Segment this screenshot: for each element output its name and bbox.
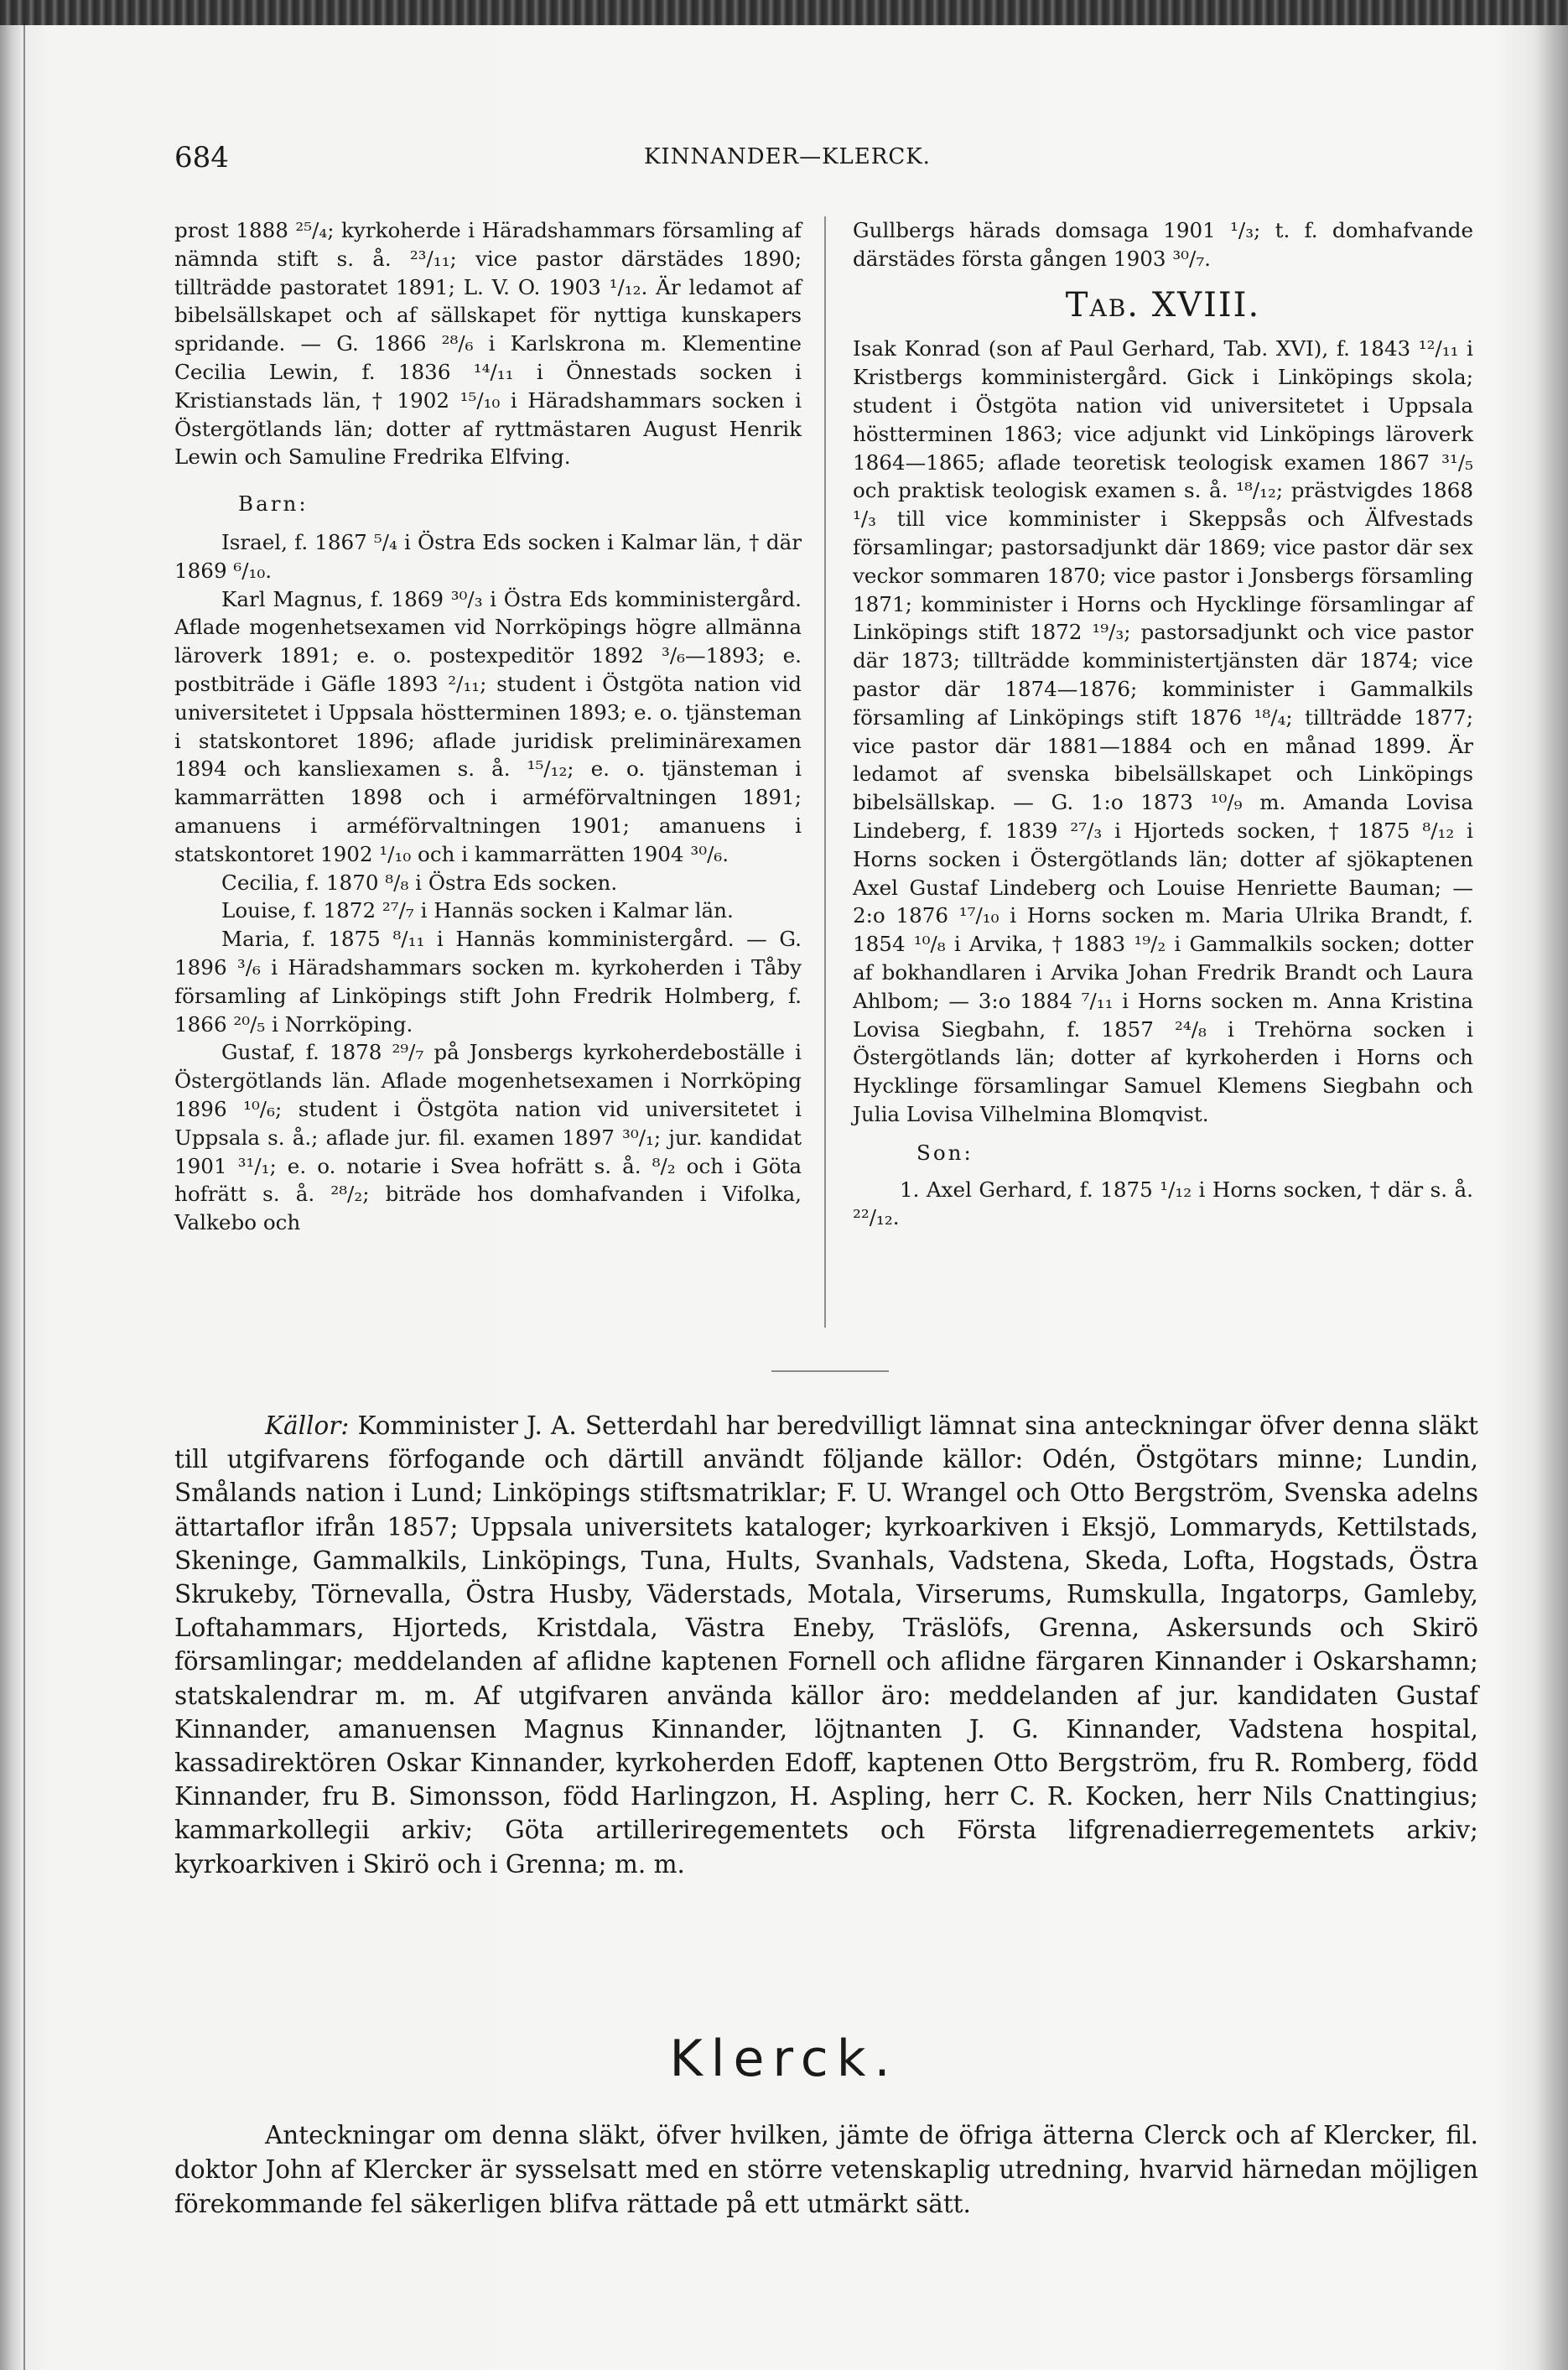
paragraph: Gullbergs härads domsaga 1901 ¹/₃; t. f. domhafvande därstädes första gången 1903 ³⁰/₇. [853, 218, 1473, 271]
column-divider [824, 216, 826, 1328]
klerck-intro [174, 2118, 1478, 2222]
barn-heading: Barn: [238, 491, 309, 517]
right-column [853, 216, 1473, 1232]
paragraph: Israel, f. 1867 ⁵/₄ i Östra Eds socken i Kalmar län, † där 1869 ⁶/₁₀. [174, 529, 802, 583]
paragraph: Gustaf, f. 1878 ²⁹/₇ på Jonsbergs kyrkoherdeboställe i Östergötlands län. Aflade mogenhetsexamen i Norrköping 1896 ¹⁰/₆; student i Östgöta nation vid universitetet i Uppsala s. å.; aflade jur. fil. examen 1897 ³⁰/₁; jur. kandidat 1901 ³¹/₁; e. o. notarie i Svea hofrätt s. å. ⁸/₂ och i Göta hofrätt s. å. ²⁸/₂; biträde hos domhafvanden i Vifolka, Valkebo och [174, 1040, 802, 1235]
binding-edge [23, 25, 25, 2370]
page-header [174, 141, 1478, 174]
sources-label: Källor: [265, 1411, 350, 1440]
page-number: 684 [174, 141, 229, 174]
table-heading: Tab. XVIII. [1065, 285, 1261, 325]
paragraph: Isak Konrad (son af Paul Gerhard, Tab. XVI), f. 1843 ¹²/₁₁ i Kristbergs komministergård. Gick i Linköpings skola; student i Östgöta nation vid universitetet i Uppsala höstterminen 1863; vice adjunkt vid Linköpings läroverk 1864—1865; aflade teoretisk teologisk examen 1867 ³¹/₅ och praktisk teologisk examen s. å. ¹⁸/₁₂; prästvigdes 1868 ¹/₃ till vice komminister i Skeppsås och Älfvestads församlingar; pastorsadjunkt där 1869; vice pastor där sex veckor sommaren 1870; vice pastor i Jonsbergs församling 1871; komminister i Horns och Hycklinge församlingar af Linköpings stift 1872 ¹⁹/₃; pastorsadjunkt och vice pastor där 1873; tillträdde komministertjänsten där 1874; vice pastor där 1874—1876; komminister i Gammalkils församling af Linköpings stift 1876 ¹⁸/₄; tillträdde 1877; vice pastor där 1881—1884 och en månad 1899. Är ledamot af svenska bibelsällskapet och Linköpings bibelsällskap. — G. 1:o 1873 ¹⁰/₉ m. Amanda Lovisa Lindeberg, f. 1839 ²⁷/₃ i Hjorteds socken, † 1875 ⁸/₁₂ i Horns socken i Östergötlands län; dotter af sjökaptenen Axel Gustaf Lindeberg och Louise Henriette Bauman; — 2:o 1876 ¹⁷/₁₀ i Horns socken m. Maria Ulrika Brandt, f. 1854 ¹⁰/₈ i Arvika, † 1883 ¹⁹/₂ i Gammalkils socken; dotter af bokhandlaren i Arvika Johan Fredrik Brandt och Laura Ahlbom; — 3:o 1884 ⁷/₁₁ i Horns socken m. Anna Kristina Lovisa Siegbahn, f. 1857 ²⁴/₈ i Trehörna socken i Östergötlands län; dotter af kyrkoherden i Horns och Hycklinge församlingar Samuel Klemens Siegbahn och Julia Lovisa Vilhelmina Blomqvist. [853, 336, 1473, 1126]
running-head: KINNANDER—KLERCK. [644, 144, 931, 169]
paragraph: prost 1888 ²⁵/₄; kyrkoherde i Häradshammars församling af nämnda stift s. å. ²³/₁₁; vice pastor därstädes 1890; tillträdde pastoratet 1891; L. V. O. 1903 ¹/₁₂. Är ledamot af bibelsällskapet och af sällskapet för nyttiga kunskapers spridande. — G. 1866 ²⁸/₆ i Karlskrona m. Klementine Cecilia Lewin, f. 1836 ¹⁴/₁₁ i Önnestads socken i Kristianstads län, † 1902 ¹⁵/₁₀ i Häradshammars socken i Östergötlands län; dotter af ryttmästaren August Henrik Lewin och Samuline Fredrika Elfving. [174, 218, 802, 470]
paragraph: Cecilia, f. 1870 ⁸/₈ i Östra Eds socken. [221, 870, 618, 895]
sources-paragraph [174, 1409, 1478, 1881]
paragraph: Louise, f. 1872 ²⁷/₇ i Hannäs socken i Kalmar län. [221, 898, 734, 923]
section-rule [771, 1370, 889, 1372]
sources-text: Komminister J. A. Setterdahl har beredvilligt lämnat sina anteckningar öfver denna släkt till utgifvarens förfogande och därtill användt följande källor: Odén, Östgötars minne; Lundin, Smålands nation i Lund; Linköpings stiftsmatriklar; F. U. Wrangel och Otto Bergström, Svenska adelns ättartaflor ifrån 1857; Uppsala universitets kataloger; kyrkoarkiven i Eksjö, Lommaryds, Kettilstads, Skeninge, Gammalkils, Linköpings, Tuna, Hults, Svanhals, Vadstena, Skeda, Lofta, Hogstads, Östra Skrukeby, Törnevalla, Östra Husby, Väderstads, Motala, Virserums, Rumskulla, Ingatorps, Gamleby, Loftahammars, Hjorteds, Kristdala, Västra Eneby, Träslöfs, Grenna, Askersunds och Skirö församlingar; meddelanden af aflidne kaptenen Fornell och aflidne färgaren Kinnander i Oskarshamn; statskalendrar m. m. Af utgifvaren använda källor äro: meddelanden af jur. kandidaten Gustaf Kinnander, amanuensen Magnus Kinnander, löjtnanten J. G. Kinnander, Vadstena hospital, kassadirektören Oskar Kinnander, kyrkoherden Edoff, kaptenen Otto Bergström, fru R. Romberg, född Kinnander, fru B. Simonsson, född Harlingzon, H. Aspling, herr C. R. Kocken, herr Nils Cnattingius; kammarkollegii arkiv; Göta artilleriregementets och Första lifgrenadierregementets arkiv; kyrkoarkiven i Skirö och i Grenna; m. m. [174, 1411, 1478, 1879]
paragraph: 1. Axel Gerhard, f. 1875 ¹/₁₂ i Horns socken, † där s. å. ²²/₁₂. [853, 1177, 1473, 1230]
section-title: Klerck. [669, 2030, 899, 2088]
scan-top-edge [0, 0, 1568, 25]
son-heading: Son: [916, 1140, 974, 1165]
left-column [174, 216, 802, 1237]
paragraph: Karl Magnus, f. 1869 ³⁰/₃ i Östra Eds komministergård. Aflade mogenhetsexamen vid Norrköpings högre allmänna läroverk 1891; e. o. postexpeditör 1892 ³/₆—1893; e. postbiträde i Gäfle 1893 ²/₁₁; student i Östgöta nation vid universitetet i Uppsala höstterminen 1893; e. o. tjänsteman i statskontoret 1896; aflade juridisk preliminärexamen 1894 och kansliexamen s. å. ¹⁵/₁₂; e. o. tjänsteman i kammarrätten 1898 och i arméförvaltningen 1891; amanuens i arméförvaltningen 1901; amanuens i statskontoret 1902 ¹/₁₀ och i kammarrätten 1904 ³⁰/₆. [174, 586, 802, 866]
paragraph: Maria, f. 1875 ⁸/₁₁ i Hannäs komministergård. — G. 1896 ³/₆ i Häradshammars socken m. kyrkoherden i Tåby församling af Linköpings stift John Fredrik Holmberg, f. 1866 ²⁰/₅ i Norrköping. [174, 927, 802, 1037]
paragraph: Anteckningar om denna släkt, öfver hvilken, jämte de öfriga ätterna Clerck och af Klercker, fil. doktor John af Klercker är sysselsatt med en större vetenskaplig utredning, hvarvid härnedan möjligen förekommande fel säkerligen blifva rättade på ett utmärkt sätt. [174, 2121, 1478, 2218]
sources-section [174, 1409, 1478, 1881]
